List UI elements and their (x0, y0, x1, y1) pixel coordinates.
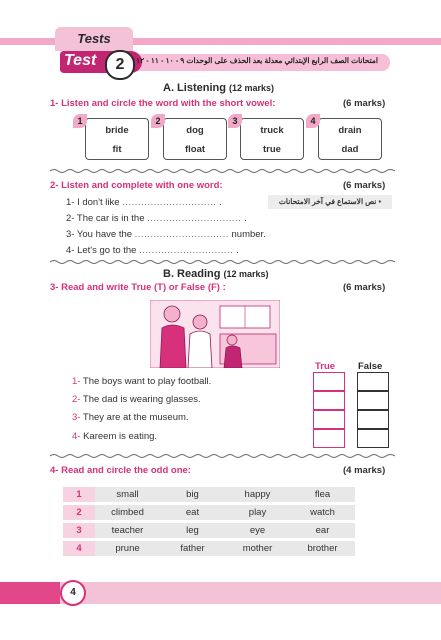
line-text: number. (228, 229, 266, 240)
q3-marks: (6 marks) (343, 282, 386, 293)
false-header: False (358, 361, 383, 372)
test-number: 2 (105, 50, 135, 80)
page-number: 4 (60, 580, 86, 606)
true-box[interactable] (313, 372, 345, 391)
statement-text: The boys want to play football. (80, 376, 212, 387)
word-box-4 (318, 118, 382, 160)
true-box[interactable] (313, 410, 345, 429)
section-b-marks: (12 marks) (223, 269, 269, 279)
footer-accent (0, 582, 60, 604)
word-cell[interactable]: play (225, 505, 290, 520)
answer-blank[interactable]: .............................. (134, 229, 229, 240)
row-number: 4 (63, 541, 95, 556)
word-option[interactable]: dog (186, 125, 204, 136)
line-text: . (233, 245, 239, 256)
answer-blank[interactable]: .............................. (139, 245, 234, 256)
statement-3 (72, 412, 189, 423)
q4-label: 4- Read and circle the odd one: (50, 465, 191, 476)
statement-number: 2- (72, 394, 81, 405)
word-cell[interactable]: big (160, 487, 225, 502)
statement-4 (72, 431, 157, 442)
line-text: 4- Let's go to the (66, 245, 140, 256)
listening-note: • نص الاستماع في آخر الامتحانات (268, 195, 392, 209)
statement-number: 3- (72, 412, 81, 423)
word-cell[interactable]: leg (160, 523, 225, 538)
q1-label: 1- Listen and circle the word with the short vowel: (50, 98, 276, 109)
line-text: . (241, 213, 247, 224)
row-number: 1 (63, 487, 95, 502)
row-number: 2 (63, 505, 95, 520)
word-cell[interactable]: prune (95, 541, 160, 556)
word-cell[interactable]: brother (290, 541, 355, 556)
item-number: 4 (306, 114, 320, 128)
wavy-divider (50, 259, 395, 265)
line-text: . (216, 197, 222, 208)
wavy-divider (50, 168, 395, 174)
true-header: True (315, 361, 336, 372)
answer-blank[interactable]: .............................. (147, 213, 242, 224)
line-text: 2- The car is in the (66, 213, 148, 224)
section-b-heading (163, 268, 269, 280)
word-box-2 (163, 118, 227, 160)
q1-marks: (6 marks) (343, 98, 386, 109)
answer-blank[interactable]: .............................. (122, 197, 217, 208)
statement-number: 4- (72, 431, 81, 442)
row-number: 3 (63, 523, 95, 538)
odd-one-table (63, 484, 355, 559)
statement-text: The dad is wearing glasses. (80, 394, 201, 405)
false-box[interactable] (357, 391, 389, 410)
word-option[interactable]: true (263, 144, 281, 155)
section-a-heading (163, 82, 274, 94)
statement-text: Kareem is eating. (80, 431, 158, 442)
table-row (63, 487, 355, 502)
q3-label: 3- Read and write True (T) or False (F) : (50, 282, 226, 293)
statement-1 (72, 376, 211, 387)
completion-line-4 (66, 245, 239, 256)
word-cell[interactable]: eye (225, 523, 290, 538)
section-a-marks: (12 marks) (229, 83, 275, 93)
word-option[interactable]: bride (105, 125, 129, 136)
word-option[interactable]: drain (338, 125, 362, 136)
true-box[interactable] (313, 429, 345, 448)
word-cell[interactable]: small (95, 487, 160, 502)
item-number: 2 (151, 114, 165, 128)
completion-line-3 (66, 229, 266, 240)
table-row (63, 523, 355, 538)
word-cell[interactable]: teacher (95, 523, 160, 538)
line-text: 1- I don't like (66, 197, 123, 208)
section-a-title: A. Listening (163, 82, 226, 94)
table-row (63, 505, 355, 520)
word-cell[interactable]: father (160, 541, 225, 556)
word-box-1 (85, 118, 149, 160)
statement-2 (72, 394, 201, 405)
arabic-title: امتحانات الصف الرابع الإبتدائي معدلة بعد الحذف على الوحدات ٩ - ١٠ - ١١ - ١٢ (136, 56, 378, 65)
wavy-divider (50, 453, 395, 459)
false-box[interactable] (357, 429, 389, 448)
word-box-3 (240, 118, 304, 160)
word-cell[interactable]: mother (225, 541, 290, 556)
word-option[interactable]: float (184, 144, 206, 155)
statement-number: 1- (72, 376, 81, 387)
false-box[interactable] (357, 372, 389, 391)
q2-label: 2- Listen and complete with one word: (50, 180, 223, 191)
item-number: 3 (228, 114, 242, 128)
table-row (63, 541, 355, 556)
word-cell[interactable]: watch (290, 505, 355, 520)
family-illustration (150, 300, 280, 368)
word-option[interactable]: fit (112, 144, 122, 155)
word-cell[interactable]: climbed (95, 505, 160, 520)
completion-line-2 (66, 213, 247, 224)
statement-text: They are at the museum. (80, 412, 189, 423)
word-cell[interactable]: ear (290, 523, 355, 538)
word-option[interactable]: truck (260, 125, 284, 136)
completion-line-1 (66, 197, 222, 208)
q2-marks: (6 marks) (343, 180, 386, 191)
test-label: Test (64, 52, 97, 69)
word-cell[interactable]: eat (160, 505, 225, 520)
section-b-title: B. Reading (163, 268, 221, 280)
false-box[interactable] (357, 410, 389, 429)
word-cell[interactable]: happy (225, 487, 290, 502)
q4-marks: (4 marks) (343, 465, 386, 476)
true-box[interactable] (313, 391, 345, 410)
item-number: 1 (73, 114, 87, 128)
word-option[interactable]: dad (341, 144, 359, 155)
word-cell[interactable]: flea (290, 487, 355, 502)
tests-tab: Tests (55, 27, 133, 51)
line-text: 3- You have the (66, 229, 135, 240)
